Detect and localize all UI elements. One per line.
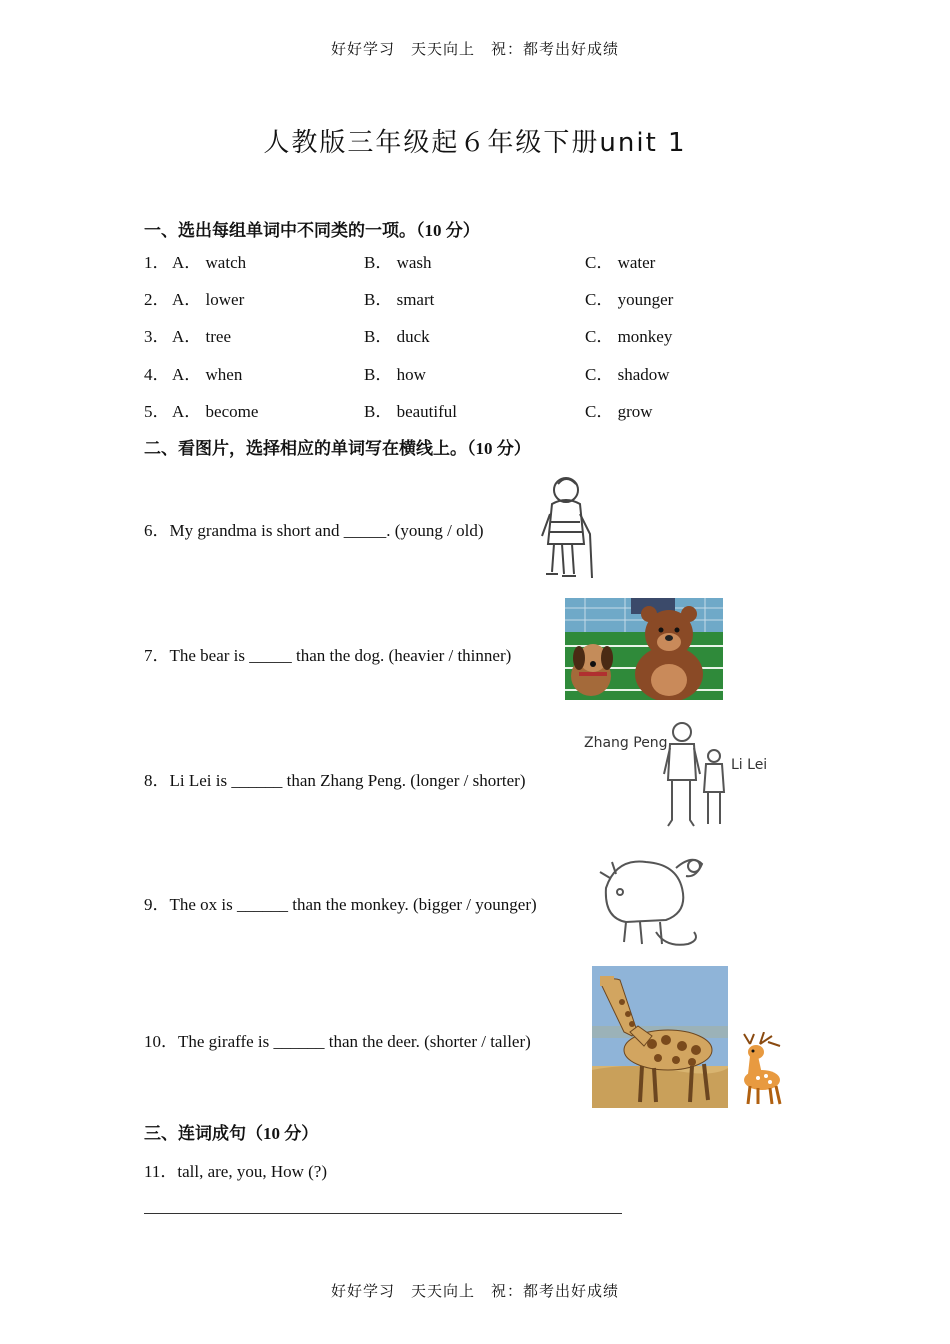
question-8: 8．Li Lei is ______ than Zhang Peng. (longer / shorter) <box>144 771 526 790</box>
choice-a: A． watch <box>172 253 247 272</box>
choice-a: A． become <box>172 402 259 421</box>
section-one-heading <box>144 216 480 241</box>
section-three-heading <box>144 1119 318 1144</box>
choice-c: C． monkey <box>585 327 673 346</box>
question-7: 7．The bear is _____ than the dog. (heavier / thinner) <box>144 646 512 665</box>
question-11: 11．tall, are, you, How (?) <box>144 1162 328 1181</box>
choice-c: C． grow <box>585 402 653 421</box>
choice-c: C． younger <box>585 290 674 309</box>
section-two-score: （10 分） <box>467 439 531 458</box>
page-footer: 好好学习 天天向上 祝：都考出好成绩 <box>330 1282 619 1300</box>
choice-b: B． smart <box>364 290 435 309</box>
choice-number: 3． <box>144 327 170 346</box>
choice-b: B． how <box>364 365 426 384</box>
choice-c: C． shadow <box>585 365 670 384</box>
choice-a: A． tree <box>172 327 232 346</box>
grandma-image <box>532 474 598 582</box>
choice-c: C． water <box>585 253 656 272</box>
bear-dog-image <box>565 598 723 700</box>
choice-a: A． lower <box>172 290 245 309</box>
question-6: 6．My grandma is short and _____. (young / old) <box>144 521 484 540</box>
choice-number: 1． <box>144 253 170 272</box>
choice-a: A． when <box>172 365 243 384</box>
section-two-label: 二、看图片，选择相应的单词写在横线上。 <box>144 439 467 459</box>
question-10: 10．The giraffe is ______ than the deer. (shorter / taller) <box>144 1032 531 1051</box>
boys-image <box>660 720 730 830</box>
choice-row <box>144 285 844 309</box>
choice-b: B． beautiful <box>364 402 458 421</box>
question-9: 9．The ox is ______ than the monkey. (bigger / younger) <box>144 895 537 914</box>
ox-monkey-image <box>596 848 716 952</box>
section-three-score: （10 分） <box>246 1124 319 1143</box>
choice-number: 2． <box>144 290 170 309</box>
deer-image <box>728 1032 792 1108</box>
answer-line[interactable] <box>144 1213 622 1214</box>
zhang-peng-label: Zhang Peng <box>584 735 668 751</box>
section-one-label: 一、选出每组单词中不同类的一项。 <box>144 221 416 241</box>
choice-row <box>144 397 844 421</box>
section-one-score: （10 分） <box>416 221 480 240</box>
li-lei-label: Li Lei <box>731 757 768 773</box>
choice-row <box>144 360 844 384</box>
section-two-heading <box>144 434 531 459</box>
giraffe-image <box>592 966 728 1108</box>
choice-b: B． duck <box>364 327 430 346</box>
choice-number: 5． <box>144 402 170 421</box>
choice-b: B． wash <box>364 253 432 272</box>
section-three-label: 三、连词成句 <box>144 1124 246 1144</box>
page-header: 好好学习 天天向上 祝：都考出好成绩 <box>330 40 619 58</box>
choice-row <box>144 248 844 272</box>
choice-row <box>144 322 844 346</box>
page-title: 人教版三年级起６年级下册unit 1 <box>263 128 687 158</box>
choice-number: 4． <box>144 365 170 384</box>
